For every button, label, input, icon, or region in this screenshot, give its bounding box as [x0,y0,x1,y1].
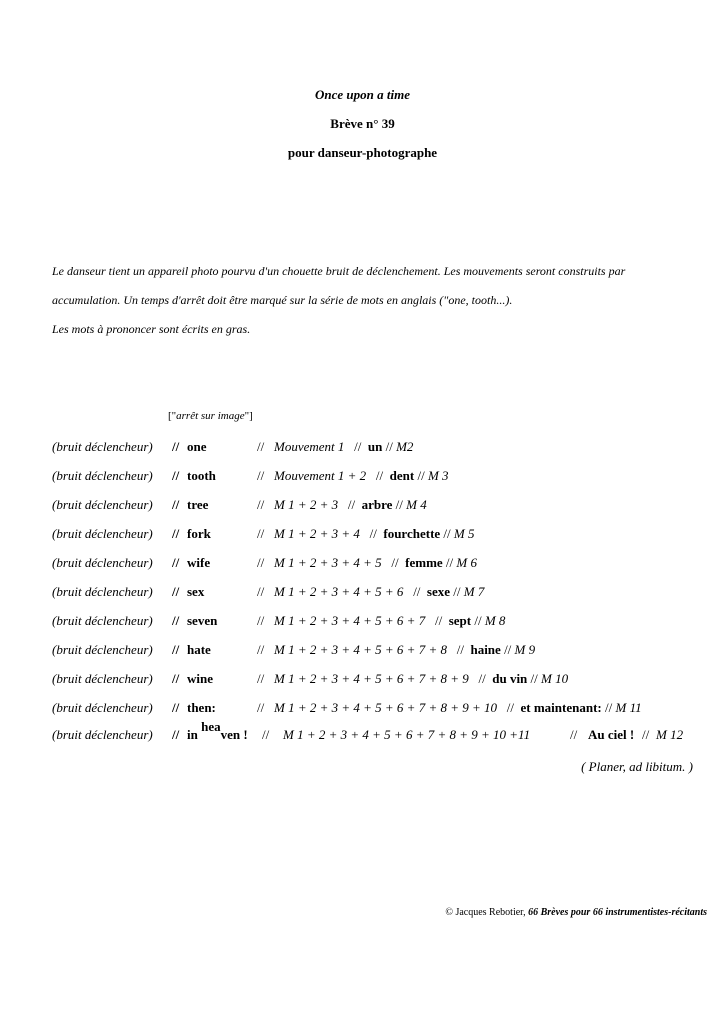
movement-code: M2 [396,439,414,454]
separator: // [605,700,613,715]
trigger-text: (bruit déclencheur) [52,468,153,483]
french-word: Au ciel ! [588,727,635,742]
english-word: sex [187,584,205,599]
english-word: seven [187,613,218,628]
separator: // [257,671,265,686]
movement-text: M 1 + 2 + 3 [273,497,339,512]
separator: // [347,497,356,512]
movement-group [257,555,477,571]
separator: // [172,497,180,512]
english-word: hate [187,642,211,657]
intro-line-2: accumulation. Un temps d'arrêt doit être marqué sur la série de mots en anglais ("one, tooth...). [52,293,513,307]
piece-subtitle: Brève n° 39 [330,116,395,131]
trigger-text: (bruit déclencheur) [52,555,153,570]
separator: // [172,671,180,686]
movement-group [257,439,413,455]
separator: // [257,439,265,454]
movement-code: M 5 [453,526,475,541]
movement-group [257,671,568,687]
french-word: et maintenant: [520,700,602,715]
separator: // [434,613,443,628]
movement-code: M 10 [541,671,569,686]
separator: // [172,727,180,742]
score-row-last [0,719,725,747]
separator: // [385,439,393,454]
movement-group [257,468,449,484]
separator: // [257,642,265,657]
score-row [0,439,725,459]
separator: // [395,497,403,512]
separator: // [172,439,180,454]
score-row [0,642,725,662]
separator: // [413,584,421,599]
separator: // [478,671,486,686]
movement-group [257,584,484,600]
separator: // [172,526,180,541]
separator: // [369,526,377,541]
english-word: then: [187,700,216,715]
english-word: one [187,439,207,454]
movement-text: M 1 + 2 + 3 + 4 + 5 [273,555,382,570]
score-row [0,671,725,691]
trigger-text: (bruit déclencheur) [52,671,153,686]
separator: // [506,700,514,715]
separator: // [570,727,578,742]
piece-dedication: pour danseur-photographe [287,145,438,160]
score-row [0,497,725,517]
trigger-text: (bruit déclencheur) [52,727,153,742]
trigger-text: (bruit déclencheur) [52,439,153,454]
separator: // [443,526,451,541]
movement-text: M 1 + 2 + 3 + 4 + 5 + 6 + 7 + 8 + 9 + 10 [273,700,498,715]
movement-code: M 11 [615,700,642,715]
french-word: fourchette [383,526,441,541]
separator: // [257,468,265,483]
movement-code: M 12 [656,727,684,742]
closing-instruction: ( Planer, ad libitum. ) [581,759,693,774]
english-word: in heaven ! [187,719,248,742]
separator: // [445,555,454,570]
movement-text: M 1 + 2 + 3 + 4 + 5 + 6 + 7 + 8 + 9 + 10 +11 [283,727,531,742]
english-word: wine [187,671,213,686]
movement-text: M 1 + 2 + 3 + 4 + 5 + 6 + 7 [273,613,426,628]
movement-group [257,642,535,658]
movement-group [257,526,475,542]
english-word: tree [187,497,209,512]
movement-code: M 9 [514,642,536,657]
movement-text: M 1 + 2 + 3 + 4 + 5 + 6 + 7 + 8 [273,642,447,657]
separator: // [417,468,425,483]
separator: // [257,497,265,512]
french-word: arbre [361,497,393,512]
movement-group [257,497,427,513]
separator: // [172,584,180,599]
movement-text: M 1 + 2 + 3 + 4 [273,526,360,541]
intro-line-3: Les mots à prononcer sont écrits en gras. [52,322,251,336]
separator: // [642,727,650,742]
separator: // [354,439,362,454]
movement-code: M 3 [427,468,449,483]
trigger-text: (bruit déclencheur) [52,700,153,715]
copyright-footer: © Jacques Rebotier, 66 Brèves pour 66 instrumentistes-récitants [445,907,707,918]
english-word: fork [187,526,211,541]
movement-text: M 1 + 2 + 3 + 4 + 5 + 6 + 7 + 8 + 9 [273,671,469,686]
separator: // [474,613,482,628]
piece-title: Once upon a time [315,87,410,102]
french-word: du vin [492,671,528,686]
separator: // [172,613,180,628]
score-row [0,555,725,575]
score-row [0,468,725,488]
separator: // [257,526,265,541]
trigger-text: (bruit déclencheur) [52,584,153,599]
french-word: un [367,439,383,454]
trigger-text: (bruit déclencheur) [52,613,153,628]
trigger-text: (bruit déclencheur) [52,526,153,541]
intro-line-1: Le danseur tient un appareil photo pourvu d'un chouette bruit de déclenchement. Les mouvements seront construits par [52,264,626,278]
separator: // [257,700,265,715]
separator: // [172,468,180,483]
french-word: sexe [426,584,451,599]
french-word: haine [470,642,501,657]
french-word: dent [389,468,415,483]
movement-code: M 7 [463,584,485,599]
french-word: sept [448,613,472,628]
separator: // [530,671,538,686]
separator: // [257,584,265,599]
freeze-frame-marker: ["arrêt sur image"] [168,410,253,422]
movement-text: M 1 + 2 + 3 + 4 + 5 + 6 [273,584,404,599]
separator: // [375,468,384,483]
movement-text: Mouvement 1 [273,439,345,454]
english-word: tooth [187,468,216,483]
english-word: wife [187,555,211,570]
separator: // [262,727,270,742]
separator: // [172,642,180,657]
movement-group [257,700,642,716]
separator: // [257,613,265,628]
score-row [0,526,725,546]
separator: // [257,555,265,570]
separator: // [172,555,180,570]
movement-code: M 6 [456,555,477,570]
movement-text: Mouvement 1 + 2 [273,468,367,483]
french-word: femme [405,555,443,570]
separator: // [391,555,399,570]
score-row [0,584,725,604]
separator: // [456,642,464,657]
score-row [0,613,725,633]
movement-code: M 4 [406,497,427,512]
movement-group [257,613,505,629]
separator: // [172,700,180,715]
separator: // [504,642,512,657]
separator: // [453,584,461,599]
movement-code: M 8 [484,613,506,628]
trigger-text: (bruit déclencheur) [52,497,153,512]
score-row [0,700,725,720]
trigger-text: (bruit déclencheur) [52,642,153,657]
